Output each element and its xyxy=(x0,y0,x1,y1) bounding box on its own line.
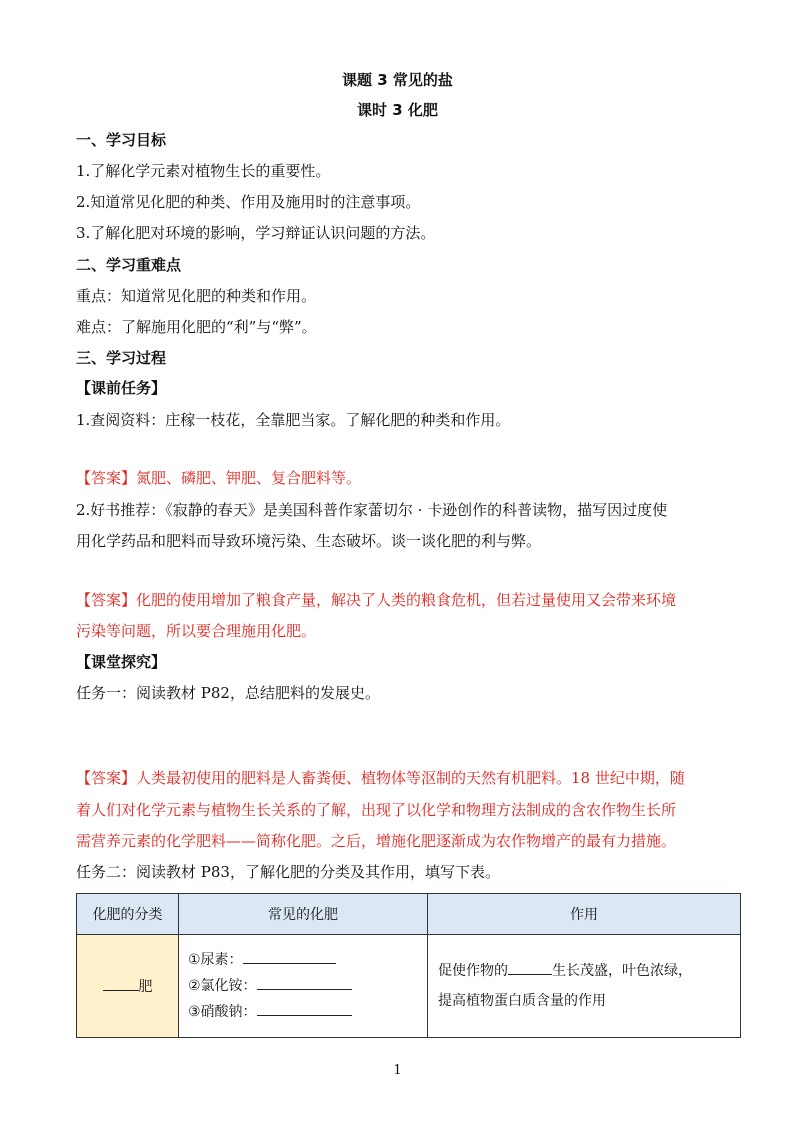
effect-line xyxy=(438,956,739,986)
effect-blank[interactable] xyxy=(508,960,552,975)
key-point: 难点：了解施用化肥的“利”与“弊”。 xyxy=(76,318,317,336)
fertilizer-label: ①尿素： xyxy=(188,952,243,968)
pre-task-2-line: 用化学药品和肥料而导致环境污染、生态破坏。谈一谈化肥的利与弊。 xyxy=(76,532,542,550)
fertilizer-item xyxy=(180,999,426,1025)
effect-cell xyxy=(428,935,741,1038)
answer-3-line: 需营养元素的化学肥料——简称化肥。之后，增施化肥逐渐成为农作物增产的最有力措施。 xyxy=(76,832,677,850)
category-blank[interactable] xyxy=(103,976,139,991)
answer-2-line: 污染等问题，所以要合理施用化肥。 xyxy=(76,622,317,640)
category-cell xyxy=(77,935,179,1038)
effect-text: 生长茂盛，叶色浓绿， xyxy=(552,963,692,979)
fertilizer-table xyxy=(76,893,741,1038)
header-common: 常见的化肥 xyxy=(179,894,428,935)
key-point: 重点：知道常见化肥的种类和作用。 xyxy=(76,287,317,305)
page-number: 1 xyxy=(393,1063,402,1078)
effect-line: 提高植物蛋白质含量的作用 xyxy=(438,993,606,1009)
fertilizer-label: ③硝酸钠： xyxy=(188,1004,257,1020)
fertilizer-blank[interactable] xyxy=(257,1001,352,1016)
task-1: 任务一：阅读教材 P82，总结肥料的发展史。 xyxy=(76,684,380,702)
fertilizer-label: ②氯化铵： xyxy=(188,978,257,994)
fertilizer-list-cell xyxy=(179,935,428,1038)
pre-task-2-line: 2.好书推荐：《寂静的春天》是美国科普作家蕾切尔 · 卡逊创作的科普读物，描写因过度使 xyxy=(76,501,668,519)
effect-text: 促使作物的 xyxy=(438,963,508,979)
task-2: 任务二：阅读教材 P83，了解化肥的分类及其作用，填写下表。 xyxy=(76,863,500,881)
answer-1: 【答案】氮肥、磷肥、钾肥、复合肥料等。 xyxy=(76,469,362,487)
category-suffix: 肥 xyxy=(138,979,153,995)
goal-item: 3.了解化肥对环境的影响，学习辩证认识问题的方法。 xyxy=(76,224,436,242)
page-subtitle: 课时 3 化肥 xyxy=(357,101,438,119)
answer-3-line: 着人们对化学元素与植物生长关系的了解，出现了以化学和物理方法制成的含农作物生长所 xyxy=(76,801,677,819)
goal-item: 2.知道常见化肥的种类、作用及施用时的注意事项。 xyxy=(76,193,421,211)
fertilizer-blank[interactable] xyxy=(243,949,336,964)
header-category: 化肥的分类 xyxy=(77,894,179,935)
table-header-row xyxy=(77,894,741,935)
fertilizer-item xyxy=(180,947,426,973)
section-heading-key: 二、学习重难点 xyxy=(76,256,182,274)
goal-item: 1.了解化学元素对植物生长的重要性。 xyxy=(76,162,331,180)
section-heading-goals: 一、学习目标 xyxy=(76,131,167,149)
pre-task-heading: 【课前任务】 xyxy=(76,379,167,397)
fertilizer-item xyxy=(180,973,426,999)
answer-2-line: 【答案】化肥的使用增加了粮食产量，解决了人类的粮食危机，但若过量使用又会带来环境 xyxy=(76,591,677,609)
answer-3-line: 【答案】人类最初使用的肥料是人畜粪便、植物体等沤制的天然有机肥料。18 世纪中期，随 xyxy=(76,769,685,787)
page-title: 课题 3 常见的盐 xyxy=(342,71,453,89)
pre-task-1: 1.查阅资料：庄稼一枝花，全靠肥当家。了解化肥的种类和作用。 xyxy=(76,411,511,429)
section-heading-process: 三、学习过程 xyxy=(76,349,167,367)
fertilizer-blank[interactable] xyxy=(257,975,352,990)
header-effect: 作用 xyxy=(428,894,741,935)
table-row xyxy=(77,935,741,1038)
class-heading: 【课堂探究】 xyxy=(76,653,167,671)
